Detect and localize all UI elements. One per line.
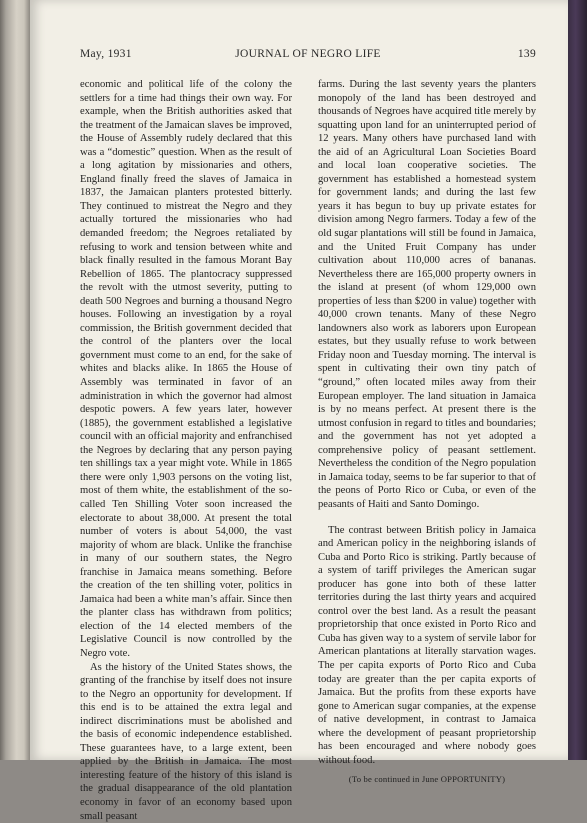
right-column <box>318 78 536 787</box>
facing-page-edge <box>0 0 30 760</box>
left-column <box>80 78 292 823</box>
paragraph-gap <box>318 512 536 524</box>
header-page-number: 139 <box>517 48 536 60</box>
paragraph: The contrast between British policy in Jamaica and American policy in the neighboring islands of Cuba and Porto Rico is striking. Partly because of a system of tariff privileges the American sugar producer has gone into both of these latter territories during the last thirty years and acquired control over the best land. As a result the peasant proprietorship that once existed in Porto Rico and Cuba has given way to a system of servile labor for American plantations at literally starvation wages. The per capita exports of Porto Rico and Cuba today are greater than the per capita exports of Jamaica. But the profits from these exports have gone to American sugar companies, at the expense of native development, in contrast to Jamaica where the development of peasant proprietorship has been encouraged and where nobody goes without food. <box>318 524 536 766</box>
paragraph: farms. During the last seventy years the planters monopoly of the land has been destroyed and thousands of Negroes have acquired title merely by squatting upon land for an uninterrupted period of 12 years. Many others have purchased land with the aid of an Agricultural Loan Societies Board and local loan cooperative societies. The government has established a homestead system for government lands; and during the last few years it has begun to buy up private estates for division among Negro farmers. Today a few of the old sugar plantations will still be found in Jamaica, and the United Fruit Company has under cultivation about 110,000 acres of bananas. Nevertheless there are 165,000 property owners in the island at present (of whom 129,000 own properties of less than $200 in value) together with 40,000 crown tenants. Many of these Negro landowners also work as laborers upon European estates, but they usually refuse to work between Friday noon and Tuesday morning. The interval is spent in cultivating their own tiny patch of “ground,” often located miles away from their European employer. The land situation in Jamaica is by no means perfect. At present there is the utmost confusion in regard to titles and boundaries; and the government has not yet adopted a comprehensive policy of peasant settlement. Nevertheless the condition of the Negro population in Jamaica today, seems to be far superior to that of the peons of Porto Rico or Cuba, or even of the peasants of Haiti and Santo Domingo. <box>318 79 537 510</box>
continuation-note: (To be continued in June OPPORTUNITY) <box>348 774 506 785</box>
book-spine <box>568 0 587 760</box>
header-date: May, 1931 <box>80 48 132 60</box>
journal-page <box>30 0 568 822</box>
running-header <box>80 48 536 66</box>
header-journal-title: JOURNAL OF NEGRO LIFE <box>235 48 381 60</box>
paragraph: As the history of the United States shows, the granting of the franchise by itself does not insure to the Negro an opportunity for development. If this end is to be attained the extra legal and indirect discriminations must be abolished and the basis of economic independence established. These guarantees have, to a large extent, been applied by the British in Jamaica. The most interesting feature of the history of this island is the gradual disappearance of the old plantation economy in favor of an economy based upon small peasant <box>80 661 292 822</box>
paragraph: economic and political life of the colony the settlers for a time had things their own way. For example, when the British authorities asked that the treatment of the Jamaican slaves be improved, the House of Assembly rudely declared that this was a “domestic” question. When as the result of a long agitation by missionaries and others, England finally freed the slaves of Jamaica in 1837, the Jamaican planters protested bitterly. They continued to mistreat the Negro and they actually tortured the missionaries who had demanded freedom; the Negroes retaliated by refusing to work and tension between white and black finally resulted in the famous Morant Bay Rebellion of 1865. The plantocracy suppressed the revolt with the utmost severity, putting to death 500 Negroes and burning a thousand Negro houses. Following an investigation by a royal commission, the British government decided that the control of the planters over the local government must come to an end, for the sake of whites and blacks alike. In 1865 the House of Assembly was terminated in favor of an administration in which the governor had almost despotic powers. A few years later, however (1885), the government established a legislative council with an official majority and enfranchised the Negroes by declaring that any person paying ten shillings tax a year might vote. While in 1865 there were only 1,903 persons on the voting list, most of them white, the establishment of the so-called Ten Shilling Voter soon increased the electorate to about 38,000. At present the total number of voters is about 54,000, the vast majority of whom are black. Unlike the franchise in many of our southern states, the Negro franchise in Jamaica means something. Before the creation of the ten shilling voter, politics in Jamaica had been a white man’s affair. Since then the planter class has withdrawn from politics; election of the 14 elected members of the Legislative Council is now controlled by the Negro vote. <box>80 79 292 659</box>
